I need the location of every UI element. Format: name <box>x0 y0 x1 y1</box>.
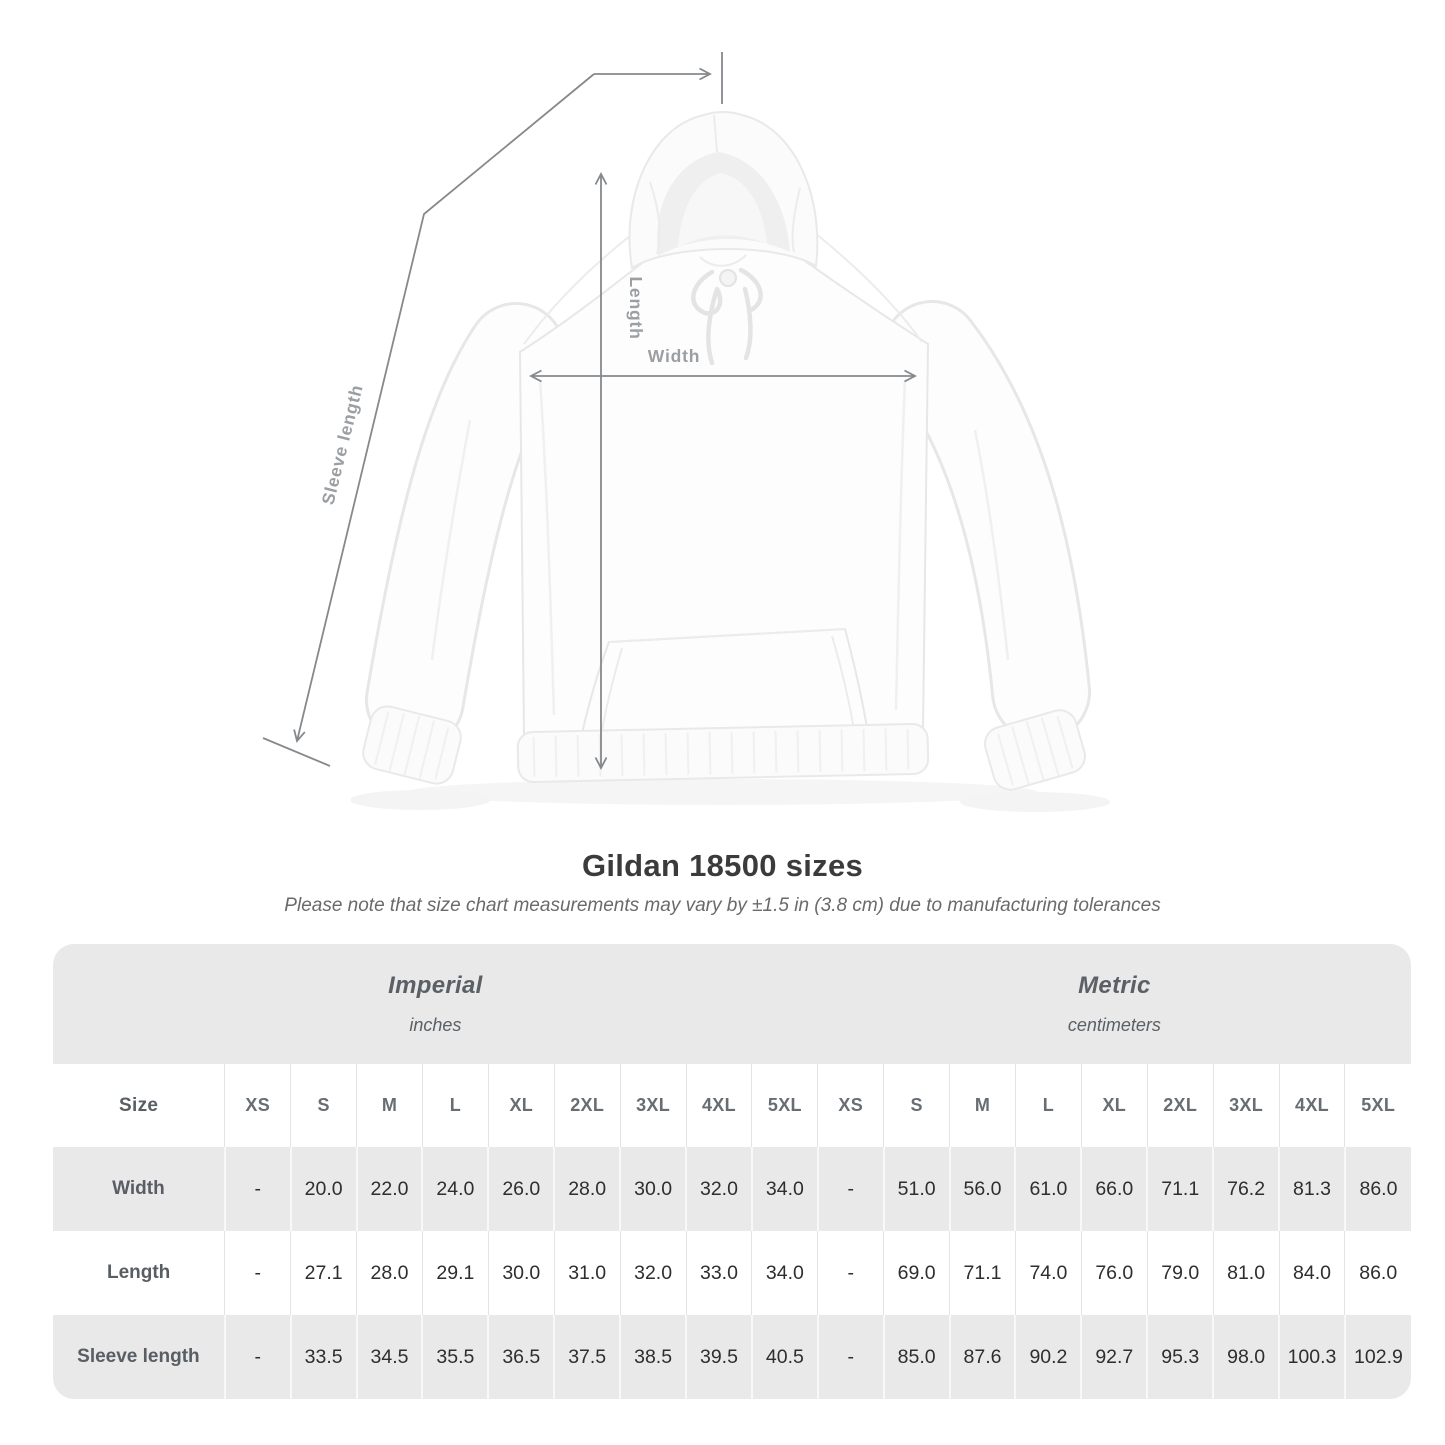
metric-group-unit: centimeters <box>1067 1015 1161 1035</box>
size-col-header: XL <box>488 1064 554 1147</box>
value-cell: 86.0 <box>1345 1231 1411 1315</box>
value-cell: 36.5 <box>488 1315 554 1399</box>
value-cell: 30.0 <box>488 1231 554 1315</box>
value-cell: 76.0 <box>1081 1231 1147 1315</box>
value-cell: 92.7 <box>1081 1315 1147 1399</box>
size-col-header: XS <box>225 1064 291 1147</box>
value-cell: 61.0 <box>1015 1147 1081 1231</box>
size-col-header: 2XL <box>1147 1064 1213 1147</box>
size-col-header: 3XL <box>620 1064 686 1147</box>
value-cell: 27.1 <box>291 1231 357 1315</box>
page-title: Gildan 18500 sizes <box>581 848 864 883</box>
value-cell: 90.2 <box>1015 1315 1081 1399</box>
value-cell: - <box>225 1315 291 1399</box>
row-label: Length <box>53 1231 225 1315</box>
value-cell: 100.3 <box>1279 1315 1345 1399</box>
size-chart-body <box>53 1147 1411 1399</box>
value-cell: 81.3 <box>1279 1147 1345 1231</box>
row-label: Sleeve length <box>53 1315 225 1399</box>
value-cell: 24.0 <box>422 1147 488 1231</box>
hem-band <box>518 724 929 783</box>
size-col-header: 4XL <box>686 1064 752 1147</box>
hood <box>629 112 817 268</box>
size-col-header: XL <box>1081 1064 1147 1147</box>
value-cell: 74.0 <box>1015 1231 1081 1315</box>
value-cell: 28.0 <box>357 1231 423 1315</box>
unit-group-metric <box>818 944 1411 1064</box>
value-cell: 71.1 <box>1147 1147 1213 1231</box>
value-cell: - <box>818 1315 884 1399</box>
value-cell: 34.0 <box>752 1147 818 1231</box>
title-block <box>0 848 1445 917</box>
row-label: Width <box>53 1147 225 1231</box>
table-row <box>53 1147 1411 1231</box>
value-cell: 71.1 <box>950 1231 1016 1315</box>
value-cell: 32.0 <box>686 1147 752 1231</box>
size-chart-table <box>53 944 1411 1399</box>
size-col-header: L <box>1015 1064 1081 1147</box>
value-cell: 95.3 <box>1147 1315 1213 1399</box>
size-col-header: M <box>357 1064 423 1147</box>
value-cell: 35.5 <box>422 1315 488 1399</box>
hoodie-shadow <box>350 779 1110 812</box>
value-cell: 29.1 <box>422 1231 488 1315</box>
value-cell: 26.0 <box>488 1147 554 1231</box>
table-row <box>53 1315 1411 1399</box>
value-cell: 28.0 <box>554 1147 620 1231</box>
value-cell: 37.5 <box>554 1315 620 1399</box>
size-col-header: XS <box>818 1064 884 1147</box>
value-cell: 30.0 <box>620 1147 686 1231</box>
value-cell: 31.0 <box>554 1231 620 1315</box>
unit-group-imperial <box>53 944 818 1064</box>
value-cell: 69.0 <box>884 1231 950 1315</box>
value-cell: 86.0 <box>1345 1147 1411 1231</box>
value-cell: - <box>225 1231 291 1315</box>
size-col-header: S <box>291 1064 357 1147</box>
size-col-header: M <box>950 1064 1016 1147</box>
value-cell: 87.6 <box>950 1315 1016 1399</box>
value-cell: 39.5 <box>686 1315 752 1399</box>
unit-band-row <box>53 944 1411 1064</box>
table-row <box>53 1231 1411 1315</box>
value-cell: 51.0 <box>884 1147 950 1231</box>
sleeve-length-label: Sleeve length <box>317 382 367 507</box>
size-col-header: 2XL <box>554 1064 620 1147</box>
size-col-header: L <box>422 1064 488 1147</box>
width-label: Width <box>647 346 701 366</box>
size-chart-table-wrap <box>53 944 1411 1399</box>
value-cell: 20.0 <box>291 1147 357 1231</box>
imperial-group-unit: inches <box>409 1015 462 1035</box>
value-cell: 34.5 <box>357 1315 423 1399</box>
value-cell: 56.0 <box>950 1147 1016 1231</box>
value-cell: - <box>818 1231 884 1315</box>
imperial-group-label: Imperial <box>388 972 483 999</box>
metric-group-label: Metric <box>1078 972 1151 999</box>
value-cell: 34.0 <box>752 1231 818 1315</box>
size-col-header: 3XL <box>1213 1064 1279 1147</box>
value-cell: - <box>818 1147 884 1231</box>
size-header-row <box>53 1064 1411 1147</box>
size-col-header: 5XL <box>752 1064 818 1147</box>
value-cell: 102.9 <box>1345 1315 1411 1399</box>
size-col-header: S <box>884 1064 950 1147</box>
value-cell: 84.0 <box>1279 1231 1345 1315</box>
size-header-label: Size <box>53 1064 225 1147</box>
value-cell: 38.5 <box>620 1315 686 1399</box>
size-col-header: 5XL <box>1345 1064 1411 1147</box>
value-cell: 76.2 <box>1213 1147 1279 1231</box>
value-cell: - <box>225 1147 291 1231</box>
value-cell: 40.5 <box>752 1315 818 1399</box>
value-cell: 33.0 <box>686 1231 752 1315</box>
value-cell: 66.0 <box>1081 1147 1147 1231</box>
length-label: Length <box>626 276 646 340</box>
value-cell: 33.5 <box>291 1315 357 1399</box>
page-subtitle: Please note that size chart measurements may vary by ±1.5 in (3.8 cm) due to manufacturing tolerances <box>284 895 1161 916</box>
value-cell: 32.0 <box>620 1231 686 1315</box>
sleeve-end-tick <box>263 738 330 766</box>
value-cell: 81.0 <box>1213 1231 1279 1315</box>
value-cell: 22.0 <box>357 1147 423 1231</box>
value-cell: 79.0 <box>1147 1231 1213 1315</box>
value-cell: 98.0 <box>1213 1315 1279 1399</box>
value-cell: 85.0 <box>884 1315 950 1399</box>
size-col-header: 4XL <box>1279 1064 1345 1147</box>
right-cuff <box>981 706 1089 793</box>
